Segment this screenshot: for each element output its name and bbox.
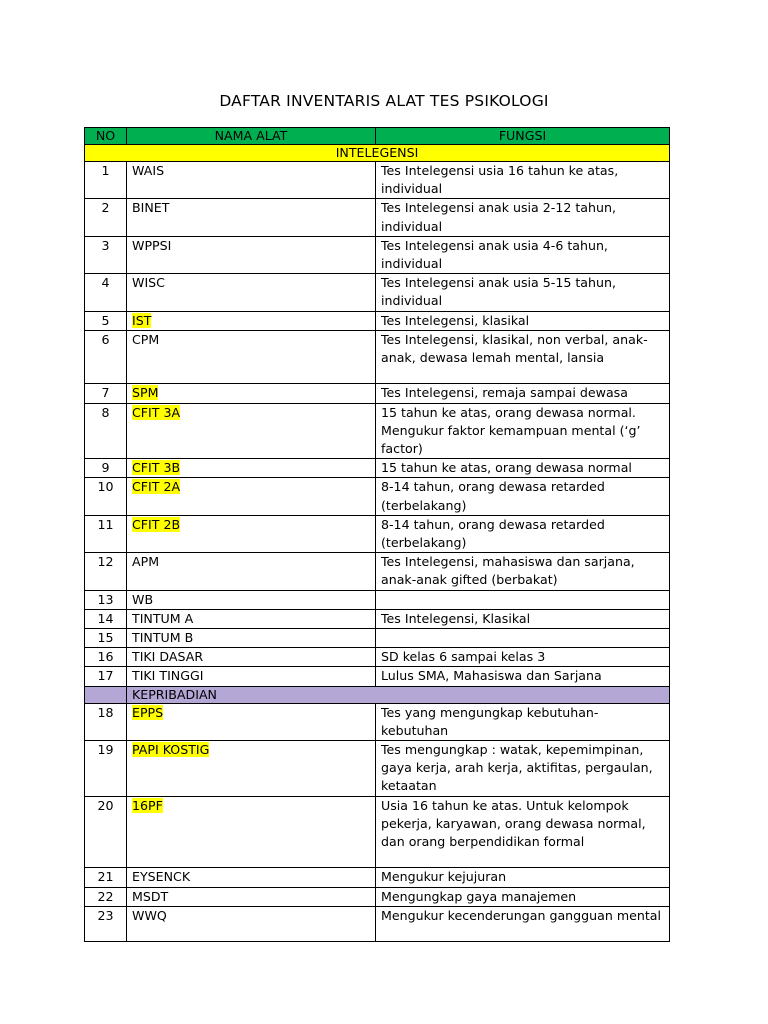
nama-alat-text: TINTUM A bbox=[132, 610, 194, 626]
cell-nama-alat bbox=[127, 629, 376, 648]
cell-no: 10 bbox=[85, 478, 127, 515]
cell-nama-alat bbox=[127, 459, 376, 478]
nama-alat-text: EPPS bbox=[132, 704, 164, 720]
cell-no: 1 bbox=[85, 162, 127, 199]
cell-nama-alat bbox=[127, 236, 376, 273]
cell-fungsi: Tes Intelegensi usia 16 tahun ke atas, individual bbox=[376, 162, 670, 199]
cell-no: 3 bbox=[85, 236, 127, 273]
table-row bbox=[85, 311, 670, 330]
cell-nama-alat bbox=[127, 478, 376, 515]
table-row bbox=[85, 590, 670, 609]
cell-nama-alat bbox=[127, 887, 376, 906]
nama-alat-text: WAIS bbox=[132, 163, 165, 178]
nama-alat-text: WWQ bbox=[132, 907, 167, 923]
cell-fungsi: Tes Intelegensi anak usia 4-6 tahun, individual bbox=[376, 236, 670, 273]
cell-fungsi: Mengungkap gaya manajemen bbox=[376, 887, 670, 906]
table-row bbox=[85, 887, 670, 906]
cell-nama-alat bbox=[127, 274, 376, 311]
table-row bbox=[85, 515, 670, 552]
header-nama-alat: NAMA ALAT bbox=[127, 128, 376, 145]
cell-nama-alat bbox=[127, 868, 376, 887]
cell-nama-alat bbox=[127, 906, 376, 941]
cell-nama-alat bbox=[127, 403, 376, 459]
cell-nama-alat bbox=[127, 311, 376, 330]
cell-no: 12 bbox=[85, 553, 127, 590]
table-row bbox=[85, 403, 670, 459]
nama-alat-text: BINET bbox=[132, 200, 170, 216]
table-header-row bbox=[85, 128, 670, 145]
table-row bbox=[85, 274, 670, 311]
cell-fungsi: Tes yang mengungkap kebutuhan-kebutuhan bbox=[376, 703, 670, 740]
cell-fungsi bbox=[376, 629, 670, 648]
table-row bbox=[85, 609, 670, 628]
cell-fungsi: Usia 16 tahun ke atas. Untuk kelompok pekerja, karyawan, orang dewasa normal, dan orang berpendidikan formal bbox=[376, 796, 670, 868]
cell-fungsi: Tes Intelegensi, Klasikal bbox=[376, 609, 670, 628]
cell-nama-alat bbox=[127, 609, 376, 628]
cell-no: 14 bbox=[85, 609, 127, 628]
cell-fungsi: 8-14 tahun, orang dewasa retarded (terbelakang) bbox=[376, 478, 670, 515]
table-row bbox=[85, 330, 670, 384]
cell-no: 17 bbox=[85, 667, 127, 686]
nama-alat-text: TINTUM B bbox=[132, 630, 194, 646]
cell-fungsi: Tes Intelegensi anak usia 2-12 tahun, individual bbox=[376, 199, 670, 236]
cell-fungsi: 15 tahun ke atas, orang dewasa normal bbox=[376, 459, 670, 478]
cell-no: 23 bbox=[85, 906, 127, 941]
cell-no: 5 bbox=[85, 311, 127, 330]
cell-nama-alat bbox=[127, 330, 376, 384]
cell-fungsi: SD kelas 6 sampai kelas 3 bbox=[376, 648, 670, 667]
table-row bbox=[85, 384, 670, 403]
table-row bbox=[85, 703, 670, 740]
nama-alat-text: APM bbox=[132, 554, 160, 570]
cell-fungsi: 8-14 tahun, orang dewasa retarded (terbelakang) bbox=[376, 515, 670, 552]
cell-nama-alat bbox=[127, 796, 376, 868]
nama-alat-text: WB bbox=[132, 591, 154, 607]
nama-alat-text: MSDT bbox=[132, 888, 169, 904]
cell-nama-alat bbox=[127, 162, 376, 199]
cell-no: 21 bbox=[85, 868, 127, 887]
cell-no: 6 bbox=[85, 330, 127, 384]
nama-alat-text: PAPI KOSTIG bbox=[132, 742, 210, 758]
cell-no: 15 bbox=[85, 629, 127, 648]
table-row bbox=[85, 796, 670, 868]
header-no: NO bbox=[85, 128, 127, 145]
nama-alat-text: CPM bbox=[132, 331, 160, 347]
table-row bbox=[85, 553, 670, 590]
cell-fungsi: Mengukur kejujuran bbox=[376, 868, 670, 887]
cell-fungsi: Tes Intelegensi, remaja sampai dewasa bbox=[376, 384, 670, 403]
table-row bbox=[85, 648, 670, 667]
cell-fungsi: Tes Intelegensi, klasikal bbox=[376, 311, 670, 330]
section-intelegensi bbox=[85, 145, 670, 162]
cell-no: 9 bbox=[85, 459, 127, 478]
nama-alat-text: EYSENCK bbox=[132, 869, 191, 885]
cell-fungsi: Lulus SMA, Mahasiswa dan Sarjana bbox=[376, 667, 670, 686]
nama-alat-text: SPM bbox=[132, 385, 159, 401]
table-row bbox=[85, 741, 670, 797]
cell-nama-alat bbox=[127, 199, 376, 236]
cell-no: 13 bbox=[85, 590, 127, 609]
document-title: DAFTAR INVENTARIS ALAT TES PSIKOLOGI bbox=[219, 92, 549, 110]
cell-no: 2 bbox=[85, 199, 127, 236]
cell-nama-alat bbox=[127, 515, 376, 552]
section-intelegensi-label: INTELEGENSI bbox=[85, 145, 670, 162]
nama-alat-text: TIKI TINGGI bbox=[132, 668, 204, 684]
cell-no: 18 bbox=[85, 703, 127, 740]
nama-alat-text: CFIT 3A bbox=[132, 404, 181, 420]
table-row bbox=[85, 868, 670, 887]
table-row bbox=[85, 478, 670, 515]
cell-nama-alat bbox=[127, 384, 376, 403]
nama-alat-text: WPPSI bbox=[132, 237, 172, 253]
section-kepribadian bbox=[85, 686, 670, 703]
cell-nama-alat bbox=[127, 703, 376, 740]
cell-nama-alat bbox=[127, 667, 376, 686]
cell-fungsi bbox=[376, 590, 670, 609]
cell-nama-alat bbox=[127, 553, 376, 590]
nama-alat-text: WISC bbox=[132, 275, 165, 291]
table-row bbox=[85, 667, 670, 686]
cell-fungsi: Tes Intelegensi, klasikal, non verbal, anak-anak, dewasa lemah mental, lansia bbox=[376, 330, 670, 384]
cell-fungsi: Tes Intelegensi, mahasiswa dan sarjana, anak-anak gifted (berbakat) bbox=[376, 553, 670, 590]
table-row bbox=[85, 162, 670, 199]
section-kepribadian-label: KEPRIBADIAN bbox=[127, 686, 670, 703]
cell-fungsi: Tes Intelegensi anak usia 5-15 tahun, individual bbox=[376, 274, 670, 311]
table-row bbox=[85, 906, 670, 941]
section-kepribadian-no bbox=[85, 686, 127, 703]
cell-nama-alat bbox=[127, 590, 376, 609]
table-row bbox=[85, 199, 670, 236]
inventory-table bbox=[84, 127, 670, 942]
cell-no: 4 bbox=[85, 274, 127, 311]
nama-alat-text: TIKI DASAR bbox=[132, 649, 204, 665]
cell-no: 16 bbox=[85, 648, 127, 667]
cell-no: 22 bbox=[85, 887, 127, 906]
cell-no: 11 bbox=[85, 515, 127, 552]
cell-no: 20 bbox=[85, 796, 127, 868]
cell-no: 8 bbox=[85, 403, 127, 459]
cell-fungsi: Mengukur kecenderungan gangguan mental bbox=[376, 906, 670, 941]
cell-no: 19 bbox=[85, 741, 127, 797]
table-row bbox=[85, 236, 670, 273]
nama-alat-text: IST bbox=[132, 312, 152, 328]
cell-fungsi: 15 tahun ke atas, orang dewasa normal. Mengukur faktor kemampuan mental (‘g’ factor) bbox=[376, 403, 670, 459]
header-fungsi: FUNGSI bbox=[376, 128, 670, 145]
cell-fungsi: Tes mengungkap : watak, kepemimpinan, gaya kerja, arah kerja, aktifitas, pergaulan, ketaatan bbox=[376, 741, 670, 797]
nama-alat-text: CFIT 2A bbox=[132, 479, 181, 495]
table-row bbox=[85, 459, 670, 478]
nama-alat-text: 16PF bbox=[132, 797, 163, 813]
cell-nama-alat bbox=[127, 741, 376, 797]
cell-nama-alat bbox=[127, 648, 376, 667]
nama-alat-text: CFIT 2B bbox=[132, 516, 181, 532]
nama-alat-text: CFIT 3B bbox=[132, 460, 181, 476]
table-row bbox=[85, 629, 670, 648]
cell-no: 7 bbox=[85, 384, 127, 403]
